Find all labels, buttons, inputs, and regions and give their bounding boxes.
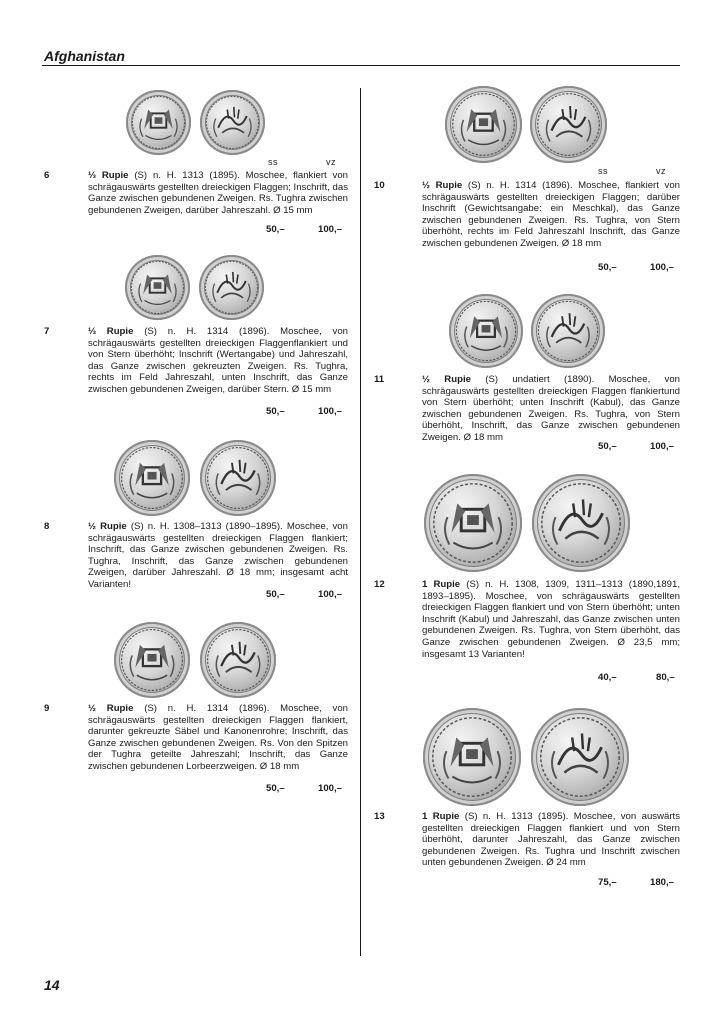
entry-description — [422, 374, 680, 444]
entry-text: (S) n. H. 1314 (1896). Moschee, flankiert von schrägauswärts gestellten dreieckigen Flaggen; darüber Inschrift (Gewichtsangabe: ein Meschkal), das Ganze zwischen gebundenen Zweigen. Rs. Tughra, von Stern überhöht, rechts im Feld Jahreszahl Inschrift, das Ganze zwischen gebundenen Zweigen. Ø 18 mm — [422, 180, 680, 249]
coin-obverse — [449, 294, 523, 368]
coin-obverse — [125, 255, 190, 320]
page-number: 14 — [44, 977, 60, 993]
entry-denomination: ⅓ Rupie — [88, 326, 134, 337]
price-ss: 50,– — [266, 589, 285, 600]
price-vz: 180,– — [650, 877, 675, 888]
entry-text: (S) n. H. 1308–1313 (1890–1895). Moschee, von schrägauswärts gestellten dreieckigen Flaggen flankiert; Inschrift, das Ganze zwischen gebundenen Zweigen. Rs. Tughra, Inschrift, das Ganze zwischen gebundenen Zweigen, darüber Jahreszahl. Ø 18 mm; insgesamt acht Varianten! — [88, 521, 348, 590]
entry-number: 12 — [374, 579, 385, 590]
price-ss: 50,– — [598, 441, 617, 452]
grade-header-vz: vz — [326, 157, 336, 167]
entry-description — [422, 579, 680, 660]
entry-number: 9 — [44, 703, 50, 714]
entry-number: 10 — [374, 180, 385, 191]
coin-reverse — [200, 622, 276, 698]
coin-reverse — [531, 708, 629, 806]
entry-text: (S) n. H. 1314 (1896). Moschee, von schrägauswärts gestellten dreieckigen Flaggen flankiert, darunter gekreuzte Säbel und Kanonenrohre; Inschrift, das Ganze zwischen gebundenen Zweigen. Rs. Von den Spitzen der Tughra geteilte Jahreszahl; Inschrift, das Ganze zwischen gebundenen Lorbeerzweigen. Ø 18 mm — [88, 703, 348, 772]
entry-denomination: ½ Rupie — [422, 374, 471, 385]
entry-number: 6 — [44, 170, 50, 181]
entry-denomination: ½ Rupie — [422, 180, 463, 191]
coin-reverse — [531, 294, 605, 368]
coin-image-10 — [445, 86, 607, 163]
price-vz: 100,– — [650, 441, 675, 452]
coin-reverse — [200, 440, 276, 516]
coin-obverse — [445, 86, 522, 163]
coin-obverse — [114, 440, 190, 516]
entry-denomination: 1 Rupie — [422, 811, 460, 822]
price-vz: 100,– — [318, 589, 343, 600]
page-title: Afghanistan — [44, 48, 125, 64]
coin-image-11 — [449, 294, 605, 368]
price-ss: 50,– — [266, 224, 285, 235]
grade-header-ss: ss — [268, 157, 278, 167]
entry-description — [88, 326, 348, 396]
column-divider — [360, 88, 361, 956]
entry-denomination: ⅓ Rupie — [88, 170, 129, 181]
coin-reverse — [199, 255, 264, 320]
price-vz: 100,– — [318, 224, 343, 235]
grade-header-vz: vz — [656, 166, 666, 176]
header-rule — [42, 65, 680, 66]
entry-text: (S) n. H. 1313 (1895). Moschee, flankiert von schrägauswärts gestellten dreieckigen Flaggen; Inschrift, das Ganze zwischen gebundenen Zweigen. Rs. Tughra zwischen gebundenen Zweigen, darüber Jahreszahl. Ø 15 mm — [88, 170, 348, 216]
coin-image-6 — [126, 90, 265, 155]
coin-image-8 — [114, 440, 276, 516]
entry-description — [422, 180, 680, 250]
coin-obverse — [126, 90, 191, 155]
entry-number: 7 — [44, 326, 50, 337]
price-vz: 100,– — [318, 783, 343, 794]
entry-text: (S) n. H. 1308, 1309, 1311–1313 (1890,1891, 1893–1895). Moschee, von schrägauswärts gestellten dreieckigen Flaggen flankiert und von Stern überhöht; unten Inschrift (Kabul) und Jahreszahl, das Ganze zwischen unten gebundenen Zweigen. Rs. Tughra, von Stern überhöht, das Ganze zwischen gebundenen Zweigen. Ø 23,5 mm; insgesamt 13 Varianten! — [422, 579, 680, 660]
price-ss: 40,– — [598, 672, 617, 683]
entry-description — [422, 811, 680, 869]
price-ss: 75,– — [598, 877, 617, 888]
price-vz: 80,– — [656, 672, 675, 683]
coin-image-13 — [423, 708, 629, 806]
entry-number: 8 — [44, 521, 50, 532]
entry-text: (S) n. H. 1313 (1895). Moschee, von auswärts gestellten dreieckigen Flaggen flankiert und von Stern überhöht, darunter Jahreszahl, das Ganze zwischen gebundenen Zweigen. Rs. Tughra und Inschrift zwischen unten gebundenen Zweigen. Ø 24 mm — [422, 811, 680, 869]
price-ss: 50,– — [266, 406, 285, 417]
entry-description — [88, 521, 348, 591]
grade-header-ss: ss — [598, 166, 608, 176]
entry-number: 13 — [374, 811, 385, 822]
entry-number: 11 — [374, 374, 385, 385]
entry-denomination: ½ Rupie — [88, 703, 134, 714]
entry-text: (S) undatiert (1890). Moschee, von schrägauswärts gestellten dreieckigen Flaggen flankiertund von Stern überhöht; unten Inschrift (Kabul), das Ganze zwischen gebundenen Zweigen. Rs. Tughra, von Stern überhöht, Inschrift, das Ganze zwischen gebundenen Zweigen. Ø 18 mm — [422, 374, 680, 443]
coin-image-12 — [424, 474, 630, 572]
coin-obverse — [114, 622, 190, 698]
coin-reverse — [200, 90, 265, 155]
entry-denomination: ½ Rupie — [88, 521, 127, 532]
coin-reverse — [530, 86, 607, 163]
coin-image-7 — [125, 255, 264, 320]
price-ss: 50,– — [598, 262, 617, 273]
coin-obverse — [423, 708, 521, 806]
price-vz: 100,– — [318, 406, 343, 417]
entry-text: (S) n. H. 1314 (1896). Moschee, von schrägauswärts gestellten dreieckigen Flaggenflankiert und von Stern überhöht; Inschrift (Wertangabe) und Jahreszahl, das Ganze zwischen gekreuzten Zweigen. Rs. Tughra, rechts im Feld Jahreszahl, unten Inschrift, das Ganze zwischen gebundenen Zweigen, darüber Stern. Ø 15 mm — [88, 326, 348, 395]
coin-reverse — [532, 474, 630, 572]
entry-description — [88, 703, 348, 773]
coin-obverse — [424, 474, 522, 572]
price-ss: 50,– — [266, 783, 285, 794]
entry-denomination: 1 Rupie — [422, 579, 461, 590]
coin-image-9 — [114, 622, 276, 698]
price-vz: 100,– — [650, 262, 675, 273]
entry-description — [88, 170, 348, 216]
